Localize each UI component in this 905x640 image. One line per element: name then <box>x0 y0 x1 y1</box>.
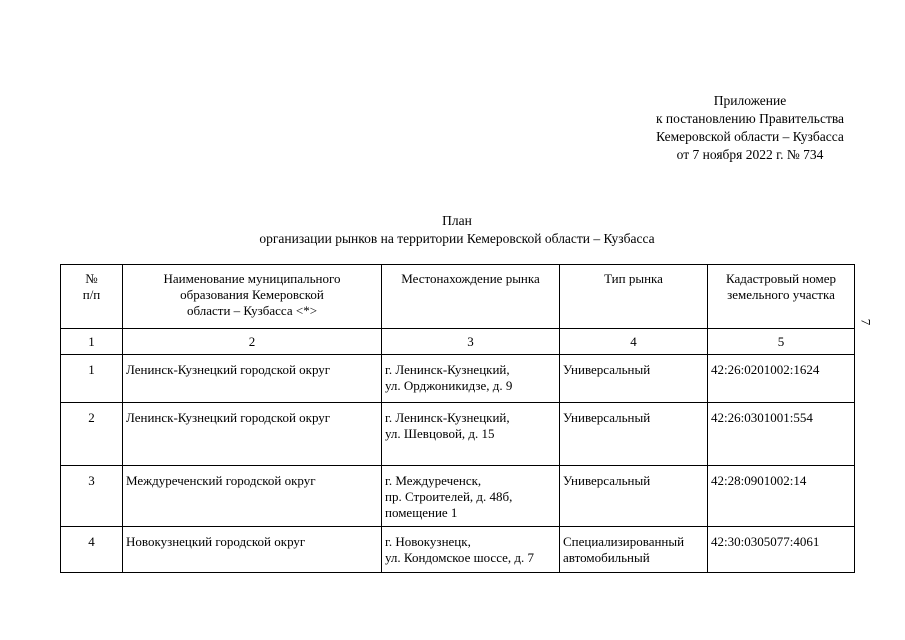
market-type-cell <box>560 466 708 527</box>
annex-line: к постановлению Правительства <box>655 111 845 126</box>
location-cell <box>382 527 560 573</box>
location-line: помещение 1 <box>385 505 458 520</box>
column-number: 1 <box>61 329 123 355</box>
header-text: образования Кемеровской <box>180 287 324 302</box>
market-type-line: Универсальный <box>563 362 651 377</box>
header-row <box>61 265 855 329</box>
market-type-cell <box>560 355 708 403</box>
cadastral-cell: 42:30:0305077:4061 <box>708 527 855 573</box>
annex-line: от 7 ноября 2022 г. № 734 <box>676 147 824 162</box>
page-number: 7 <box>858 318 874 326</box>
markets-table <box>60 264 855 573</box>
table-row <box>61 403 855 466</box>
column-number: 3 <box>382 329 560 355</box>
header-text: Кадастровый номер <box>725 271 837 286</box>
location-line: ул. Кондомское шоссе, д. 7 <box>385 550 535 565</box>
column-number: 4 <box>560 329 708 355</box>
municipality-cell: Новокузнецкий городской округ <box>123 527 382 573</box>
location-cell <box>382 403 560 466</box>
row-number: 1 <box>61 355 123 403</box>
column-number-row <box>61 329 855 355</box>
row-number: 2 <box>61 403 123 466</box>
header-cell-location <box>382 265 560 329</box>
document-title <box>60 212 854 248</box>
header-text: п/п <box>82 287 101 302</box>
header-text: № <box>85 271 98 286</box>
cadastral-cell: 42:26:0201002:1624 <box>708 355 855 403</box>
header-cell-type <box>560 265 708 329</box>
municipality-cell: Междуреченский городской округ <box>123 466 382 527</box>
location-cell <box>382 466 560 527</box>
annex-header <box>620 92 880 164</box>
row-number: 3 <box>61 466 123 527</box>
market-type-line: Специализированный <box>563 534 685 549</box>
location-line: г. Ленинск-Кузнецкий, <box>385 362 510 377</box>
header-text: земельного участка <box>727 287 835 302</box>
header-text: Местонахождение рынка <box>401 271 540 286</box>
location-cell <box>382 355 560 403</box>
column-number: 5 <box>708 329 855 355</box>
market-type-line: Универсальный <box>563 473 651 488</box>
title-line-1: План <box>442 213 472 228</box>
location-line: ул. Шевцовой, д. 15 <box>385 426 495 441</box>
table-row <box>61 527 855 573</box>
header-text: Наименование муниципального <box>163 271 341 286</box>
annex-line: Кемеровской области – Кузбасса <box>656 129 844 144</box>
header-text: Тип рынка <box>604 271 663 286</box>
location-line: пр. Строителей, д. 48б, <box>385 489 513 504</box>
header-cell-municipality <box>123 265 382 329</box>
annex-line: Приложение <box>713 93 787 108</box>
table-row <box>61 466 855 527</box>
header-cell-number <box>61 265 123 329</box>
location-line: г. Ленинск-Кузнецкий, <box>385 410 510 425</box>
market-type-line: Универсальный <box>563 410 651 425</box>
market-type-line: автомобильный <box>563 550 650 565</box>
location-line: г. Новокузнецк, <box>385 534 471 549</box>
cadastral-cell: 42:28:0901002:14 <box>708 466 855 527</box>
market-type-cell <box>560 403 708 466</box>
municipality-cell: Ленинск-Кузнецкий городской округ <box>123 403 382 466</box>
table-row <box>61 355 855 403</box>
location-line: г. Междуреченск, <box>385 473 482 488</box>
market-type-cell <box>560 527 708 573</box>
title-line-2: организации рынков на территории Кемеровской области – Кузбасса <box>259 231 655 246</box>
column-number: 2 <box>123 329 382 355</box>
header-text: области – Кузбасса <*> <box>186 303 318 318</box>
row-number: 4 <box>61 527 123 573</box>
location-line: ул. Орджоникидзе, д. 9 <box>385 378 513 393</box>
header-cell-cadastral <box>708 265 855 329</box>
municipality-cell: Ленинск-Кузнецкий городской округ <box>123 355 382 403</box>
cadastral-cell: 42:26:0301001:554 <box>708 403 855 466</box>
